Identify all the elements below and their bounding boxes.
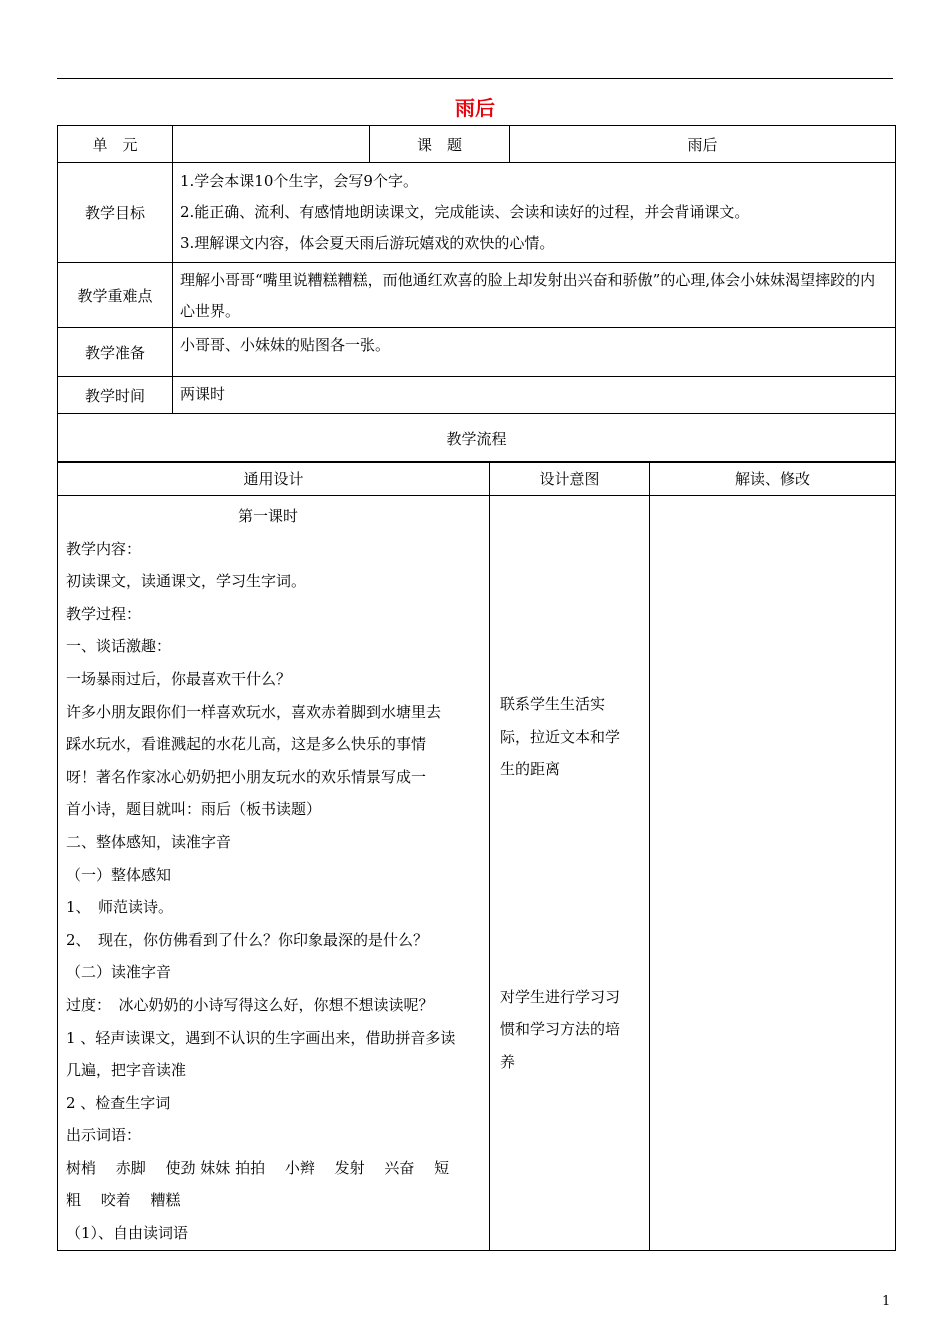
design-line: 几遍，把字音读准 [66,1061,187,1080]
design-line: （一）整体感知 [66,865,172,884]
design-line: 出示词语： [66,1126,142,1145]
preparation-text: 小哥哥、小妹妹的贴图各一张。 [173,328,896,377]
design-line: 1、 师范读诗。 [66,898,174,917]
flow-table [57,461,896,1251]
design-line: 1 、轻声读课文，遇到不认识的生字画出来，借助拼音多读 [66,1028,456,1047]
objective-item: 1.学会本课10个生字，会写9个字。 [180,172,418,190]
design-line: 2 、检查生字词 [66,1093,171,1112]
design-line: 2、 现在，你仿佛看到了什么？你印象最深的是什么？ [66,930,429,949]
intent-line: 际，拉近文本和学 [500,727,621,746]
time-text: 两课时 [173,377,896,414]
lesson-info-table [57,125,896,463]
design-line: 首小诗，题目就叫：雨后（板书读题） [66,800,322,819]
design-line: 教学过程： [66,604,142,623]
unit-value [173,126,370,163]
page-title: 雨后 [455,96,495,120]
lesson-period: 第一课时 [238,507,299,525]
column-intent: 设计意图 [490,462,650,496]
column-notes: 解读、修改 [650,462,896,496]
design-line: 教学内容： [66,539,142,558]
design-line: 一场暴雨过后，你最喜欢干什么？ [66,669,292,688]
design-line: 初读课文，读通课文，学习生字词。 [66,572,307,591]
intent-line: 生的距离 [500,760,561,779]
notes-content [650,496,896,1251]
page-number: 1 [882,1294,891,1309]
design-line: 呀！著名作家冰心奶奶把小朋友玩水的欢乐情景写成一 [66,767,427,786]
design-line: 过度： 冰心奶奶的小诗写得这么好，你想不想读读呢？ [66,995,434,1014]
header-rule [57,78,893,79]
preparation-label: 教学准备 [58,328,173,377]
objectives-cell [173,163,896,263]
intent-line: 惯和学习方法的培 [500,1020,621,1039]
objective-item: 3.理解课文内容，体会夏天雨后游玩嬉戏的欢快的心情。 [180,234,555,252]
intent-line: 养 [500,1052,516,1071]
column-design: 通用设计 [58,462,490,496]
design-line: 一、谈话激趣： [66,637,172,656]
design-line: （1）、自由读词语 [66,1224,189,1243]
topic-value: 雨后 [510,126,896,163]
intent-content [490,496,650,1251]
design-line: 二、整体感知，读准字音 [66,832,232,851]
objectives-label: 教学目标 [58,163,173,263]
topic-label: 课 题 [370,126,510,163]
intent-line: 联系学生生活实 [500,695,606,713]
intent-line: 对学生进行学习习 [500,987,621,1006]
key-points-label: 教学重难点 [58,263,173,328]
design-content [58,496,490,1251]
design-line: （二）读准字音 [66,963,172,982]
unit-label: 单 元 [58,126,173,163]
objective-item: 2.能正确、流利、有感情地朗读课文，完成能读、会读和读好的过程，并会背诵课文。 [180,203,750,221]
time-label: 教学时间 [58,377,173,414]
vocabulary-line: 粗 咬着 糟糕 [66,1191,181,1210]
design-line: 踩水玩水，看谁溅起的水花儿高，这是多么快乐的事情 [66,735,427,754]
flow-heading: 教学流程 [58,414,896,463]
design-line: 许多小朋友跟你们一样喜欢玩水，喜欢赤着脚到水塘里去 [66,702,442,721]
key-points-text: 理解小哥哥“嘴里说糟糕糟糕，而他通红欢喜的脸上却发射出兴奋和骄傲”的心理,体会小妹妹渴望摔跤的内心世界。 [173,263,896,328]
vocabulary-line: 树梢 赤脚 使劲 妹妹 拍拍 小辫 发射 兴奋 短 [66,1158,450,1177]
